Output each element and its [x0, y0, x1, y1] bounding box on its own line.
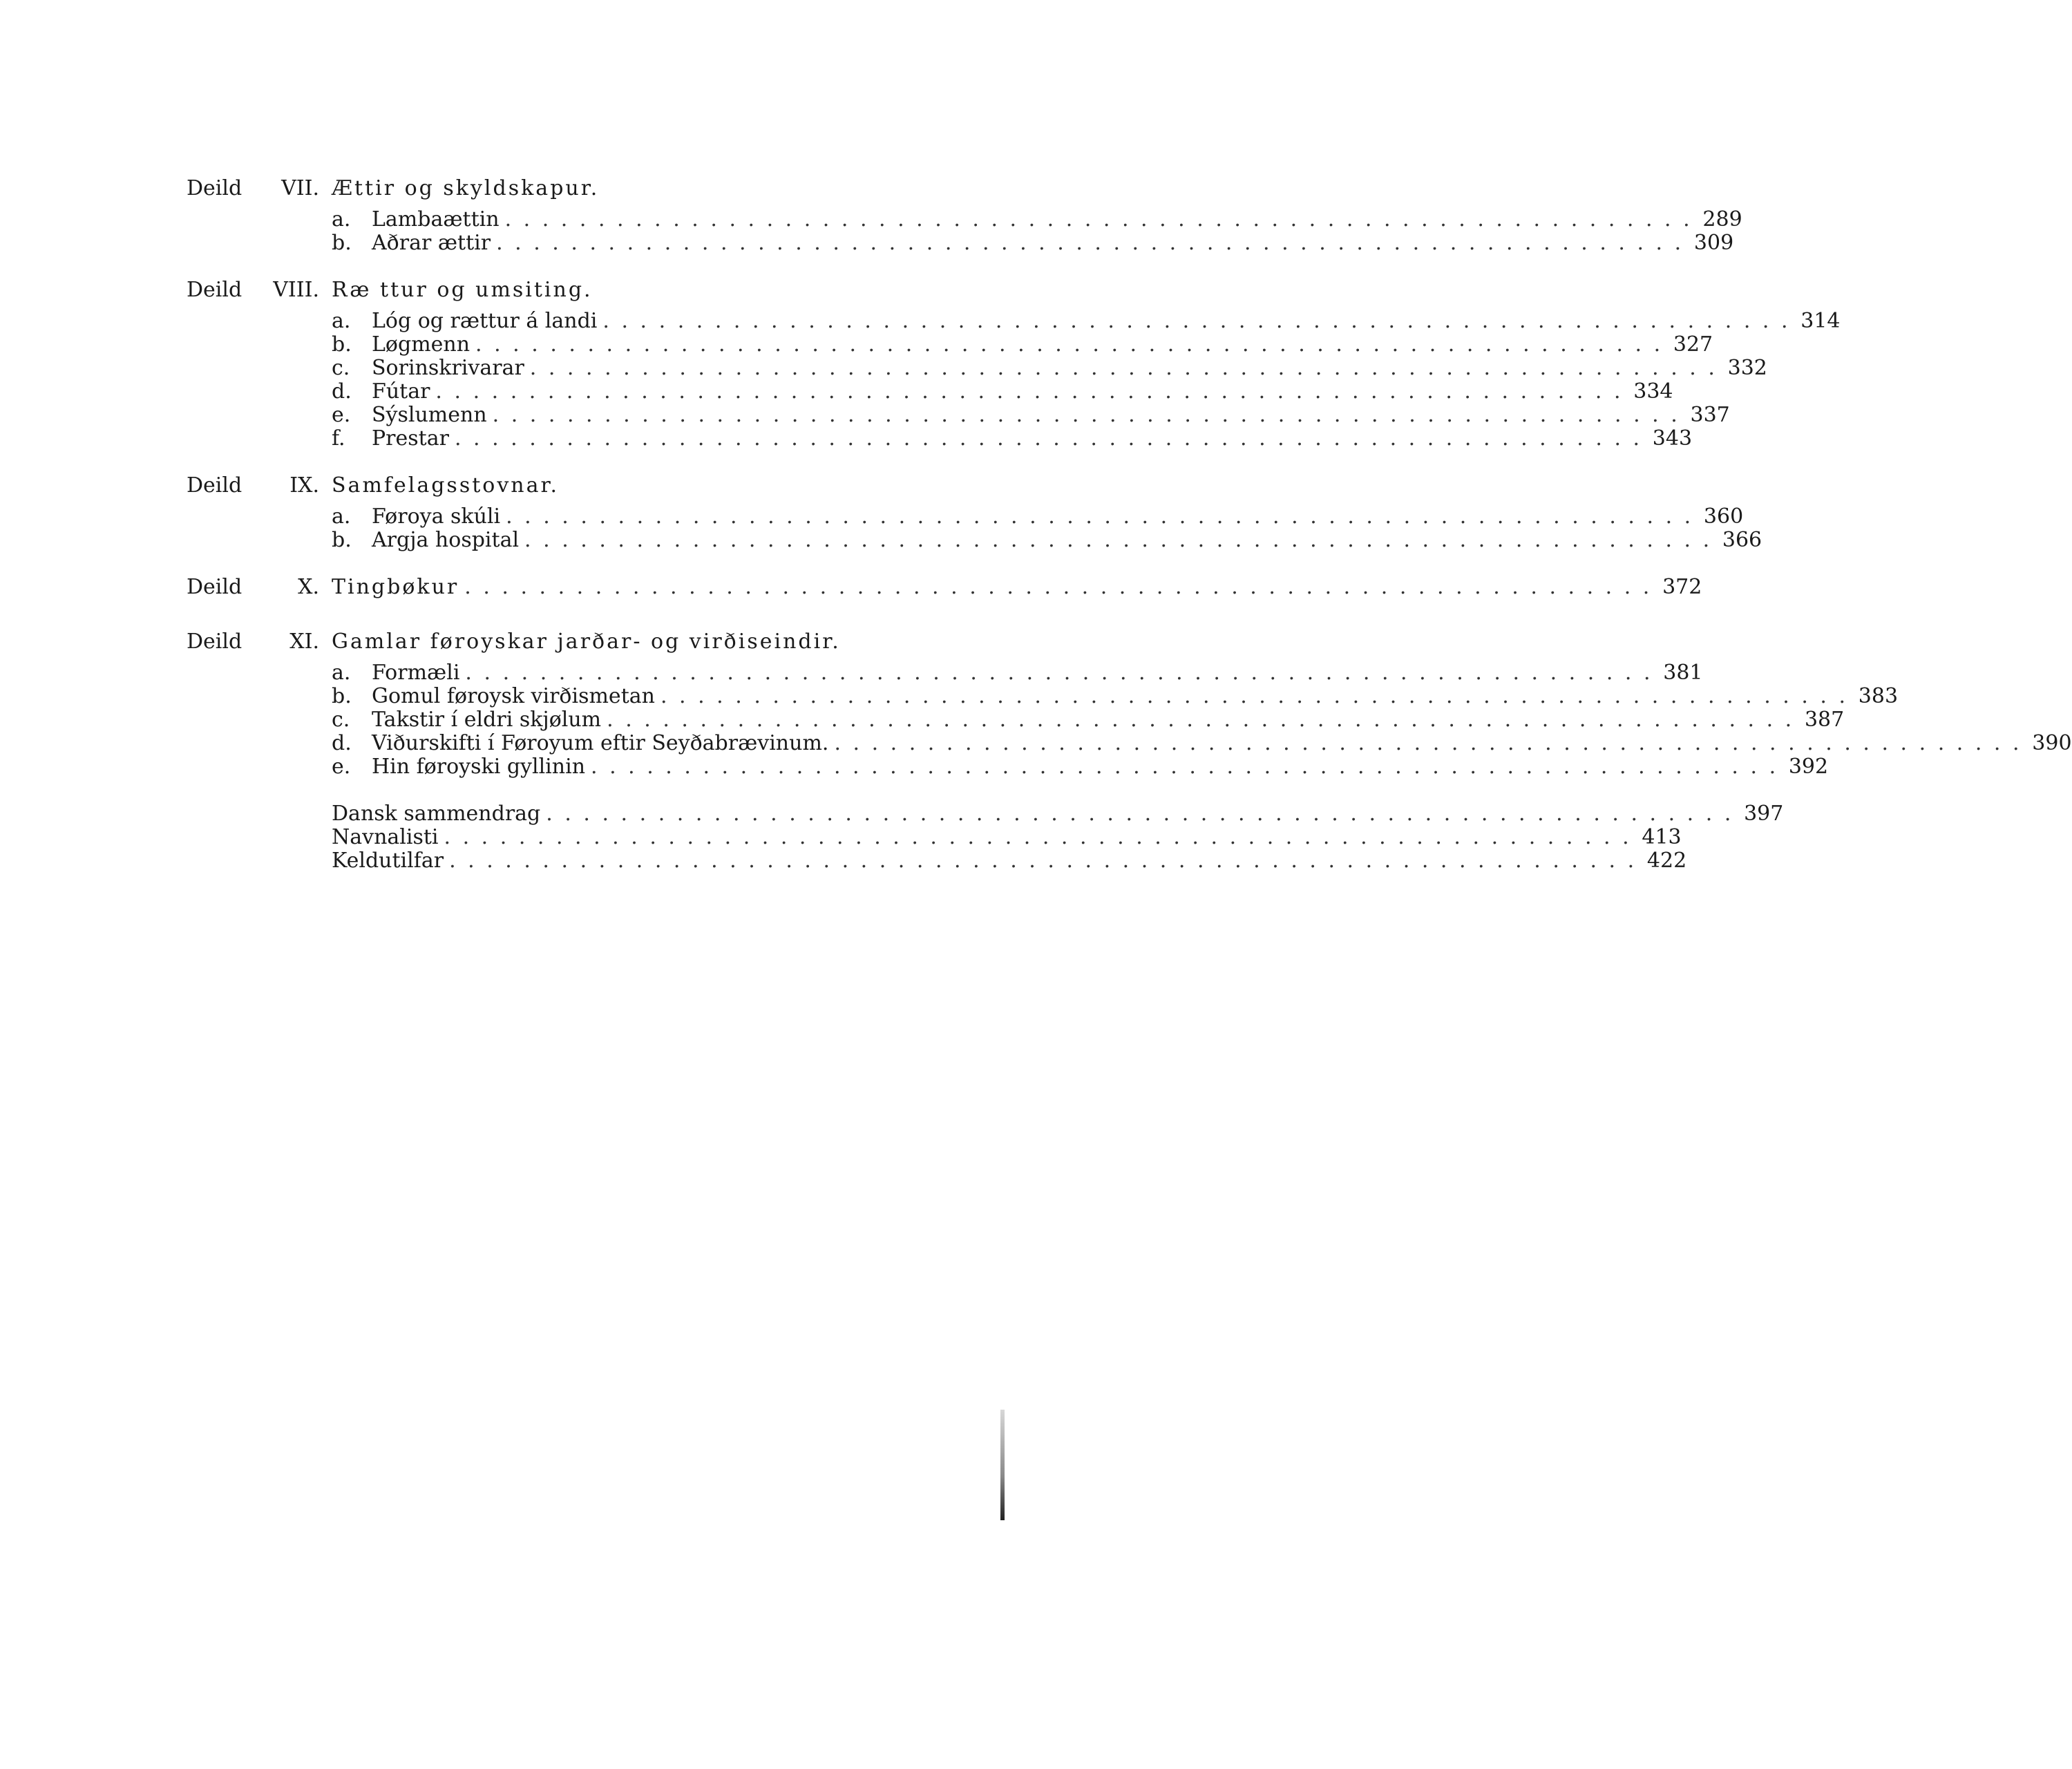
dot-leader: . . . . . . . . . . . . . . . . . . . . . . . . . . . . . . . . . . . . . . . . . . . . . . . . . . . . . . . . . . . . . . . . [496, 231, 1684, 255]
table-of-contents [187, 176, 2072, 873]
entry-page: 314 [1800, 309, 1841, 333]
section-heading [187, 630, 926, 661]
toc-entry [332, 684, 1899, 708]
toc-entry [332, 504, 1744, 529]
entry-page: 422 [1646, 849, 1687, 873]
section-title: Gamlar føroyskar jarðar- og virðiseindir. [332, 630, 841, 654]
toc-entry [332, 825, 1682, 849]
toc-entry [332, 849, 1687, 873]
entry-title: Sýslumenn [372, 403, 487, 427]
entry-title: Keldutilfar [332, 849, 444, 873]
deild-word: Deild [187, 575, 243, 599]
entry-letter: b. [332, 528, 352, 552]
dot-leader: . . . . . . . . . . . . . . . . . . . . . . . . . . . . . . . . . . . . . . . . . . . . . . . . . . . . . . . . . . . . . . . . [602, 309, 1791, 333]
entry-title: Lambaættin [372, 207, 500, 231]
deild-label [187, 575, 332, 599]
toc-entry [332, 731, 2072, 755]
entry-title: Formæli [372, 661, 460, 685]
appendix-list [332, 802, 1784, 873]
entry-page: 334 [1633, 379, 1673, 404]
toc-entry [332, 379, 1673, 404]
dot-leader: . . . . . . . . . . . . . . . . . . . . . . . . . . . . . . . . . . . . . . . . . . . . . . . . . . . . . . . . . . . . . . . . [529, 356, 1718, 380]
section-title: Ættir og skyldskapur. [332, 176, 600, 200]
toc-entry [332, 403, 1730, 427]
section-deild-viii [187, 278, 1841, 451]
dot-leader: . . . . . . . . . . . . . . . . . . . . . . . . . . . . . . . . . . . . . . . . . . . . . . . . . . . . . . . . . . . . . . . . [454, 426, 1643, 451]
entry-letter: e. [332, 755, 351, 779]
entry-page: 392 [1788, 755, 1829, 779]
deild-label [187, 176, 332, 200]
entry-page: 360 [1703, 504, 1744, 529]
entry-title: Aðrar ættir [372, 231, 491, 255]
entry-page: 327 [1673, 332, 1713, 357]
deild-numeral: VII. [281, 176, 319, 200]
toc-entry [332, 802, 1784, 826]
section-deild-ix [187, 473, 1762, 552]
entry-page: 309 [1693, 231, 1734, 255]
entry-title: Sorinskrivarar [372, 356, 524, 380]
entry-page: 387 [1804, 708, 1845, 732]
entry-page: 289 [1702, 207, 1742, 231]
toc-entry [332, 309, 1841, 333]
entry-page: 366 [1722, 528, 1762, 552]
toc-entry [332, 708, 1845, 732]
entry-letter: b. [332, 684, 352, 708]
toc-entry [332, 528, 1762, 552]
toc-entry [332, 356, 1767, 380]
deild-label [187, 630, 332, 654]
section-heading [187, 473, 926, 504]
deild-label [187, 278, 332, 302]
deild-label [187, 473, 332, 498]
dot-leader: . . . . . . . . . . . . . . . . . . . . . . . . . . . . . . . . . . . . . . . . . . . . . . . . . . . . . . . . . . . . . . . . [475, 332, 1664, 357]
entry-letter: d. [332, 379, 352, 404]
entry-title: Prestar [372, 426, 449, 451]
toc-entry [332, 661, 1703, 685]
entry-title: Navnalisti [332, 825, 439, 849]
entry-title: Føroya skúli [372, 504, 501, 529]
deild-numeral: VIII. [273, 278, 319, 302]
entry-title: Hin føroyski gyllinin [372, 755, 586, 779]
deild-word: Deild [187, 473, 243, 498]
entry-title: Viðurskifti í Føroyum eftir Seyðabrævinum. [372, 731, 829, 755]
dot-leader: . . . . . . . . . . . . . . . . . . . . . . . . . . . . . . . . . . . . . . . . . . . . . . . . . . . . . . . . . . . . . . . . [607, 708, 1795, 732]
entry-title: Argja hospital [372, 528, 520, 552]
entry-page: 397 [1744, 802, 1784, 826]
deild-numeral: IX. [289, 473, 319, 498]
dot-leader: . . . . . . . . . . . . . . . . . . . . . . . . . . . . . . . . . . . . . . . . . . . . . . . . . . . . . . . . . . . . . . . . [444, 825, 1632, 849]
entry-page: 381 [1663, 661, 1703, 685]
entry-title: Lóg og rættur á landi [372, 309, 598, 333]
toc-entry [332, 332, 1713, 357]
entry-letter: e. [332, 403, 351, 427]
entry-page: 383 [1858, 684, 1899, 708]
deild-numeral: X. [298, 575, 319, 599]
entry-letter: b. [332, 231, 352, 255]
section-heading [187, 176, 926, 207]
section-deild-xi [187, 630, 2072, 779]
entry-page: 343 [1652, 426, 1693, 451]
dot-leader: . . . . . . . . . . . . . . . . . . . . . . . . . . . . . . . . . . . . . . . . . . . . . . . . . . . . . . . . . . . . . . . . [492, 403, 1680, 427]
entry-letter: a. [332, 309, 351, 333]
section-title: Tingbøkur [332, 575, 459, 599]
dot-leader: . . . . . . . . . . . . . . . . . . . . . . . . . . . . . . . . . . . . . . . . . . . . . . . . . . . . . . . . . . . . . . . . [524, 528, 1713, 552]
entry-page: 413 [1642, 825, 1682, 849]
entry-letter: a. [332, 207, 351, 231]
entry-letter: c. [332, 356, 350, 380]
entry-page: 332 [1727, 356, 1767, 380]
entry-title: Løgmenn [372, 332, 471, 357]
dot-leader: . . . . . . . . . . . . . . . . . . . . . . . . . . . . . . . . . . . . . . . . . . . . . . . . . . . . . . . . . . . . . . . . [449, 849, 1637, 873]
dot-leader: . . . . . . . . . . . . . . . . . . . . . . . . . . . . . . . . . . . . . . . . . . . . . . . . . . . . . . . . . . . . . . . . [464, 575, 1653, 599]
entry-letter: a. [332, 661, 351, 685]
entry-title: Gomul føroysk virðismetan [372, 684, 655, 708]
entry-letter: c. [332, 708, 350, 732]
dot-leader: . . . . . . . . . . . . . . . . . . . . . . . . . . . . . . . . . . . . . . . . . . . . . . . . . . . . . . . . . . . . . . . . [465, 661, 1653, 685]
entry-letter: f. [332, 426, 345, 451]
section-title: Ræ ttur og umsiting. [332, 278, 593, 302]
scan-edge-mark [1000, 1410, 1005, 1520]
entry-letter: b. [332, 332, 352, 357]
section-page: 372 [1662, 575, 1702, 599]
deild-word: Deild [187, 630, 243, 654]
section-heading [187, 575, 1702, 606]
dot-leader: . . . . . . . . . . . . . . . . . . . . . . . . . . . . . . . . . . . . . . . . . . . . . . . . . . . . . . . . . . . . . . . . [660, 684, 1849, 708]
toc-entry [332, 207, 1742, 231]
dot-leader: . . . . . . . . . . . . . . . . . . . . . . . . . . . . . . . . . . . . . . . . . . . . . . . . . . . . . . . . . . . . . . . . [834, 731, 2022, 755]
entry-title: Fútar [372, 379, 430, 404]
dot-leader: . . . . . . . . . . . . . . . . . . . . . . . . . . . . . . . . . . . . . . . . . . . . . . . . . . . . . . . . . . . . . . . . [504, 207, 1693, 231]
section-deild-x [187, 575, 1702, 606]
toc-entry [332, 231, 1734, 255]
section-heading [187, 278, 926, 309]
dot-leader: . . . . . . . . . . . . . . . . . . . . . . . . . . . . . . . . . . . . . . . . . . . . . . . . . . . . . . . . . . . . . . . . [506, 504, 1694, 529]
entry-letter: d. [332, 731, 352, 755]
toc-entry [332, 755, 1829, 779]
toc-entry [332, 426, 1693, 451]
entry-title: Takstir í eldri skjølum [372, 708, 602, 732]
deild-word: Deild [187, 278, 243, 302]
deild-numeral: XI. [289, 630, 319, 654]
dot-leader: . . . . . . . . . . . . . . . . . . . . . . . . . . . . . . . . . . . . . . . . . . . . . . . . . . . . . . . . . . . . . . . . [591, 755, 1779, 779]
dot-leader: . . . . . . . . . . . . . . . . . . . . . . . . . . . . . . . . . . . . . . . . . . . . . . . . . . . . . . . . . . . . . . . . [435, 379, 1624, 404]
section-deild-vii [187, 176, 1742, 255]
entry-title: Dansk sammendrag [332, 802, 541, 826]
section-title: Samfelagsstovnar. [332, 473, 560, 498]
entry-page: 390 [2032, 731, 2072, 755]
entry-letter: a. [332, 504, 351, 529]
entry-page: 337 [1690, 403, 1730, 427]
dot-leader: . . . . . . . . . . . . . . . . . . . . . . . . . . . . . . . . . . . . . . . . . . . . . . . . . . . . . . . . . . . . . . . . [546, 802, 1734, 826]
deild-word: Deild [187, 176, 243, 200]
